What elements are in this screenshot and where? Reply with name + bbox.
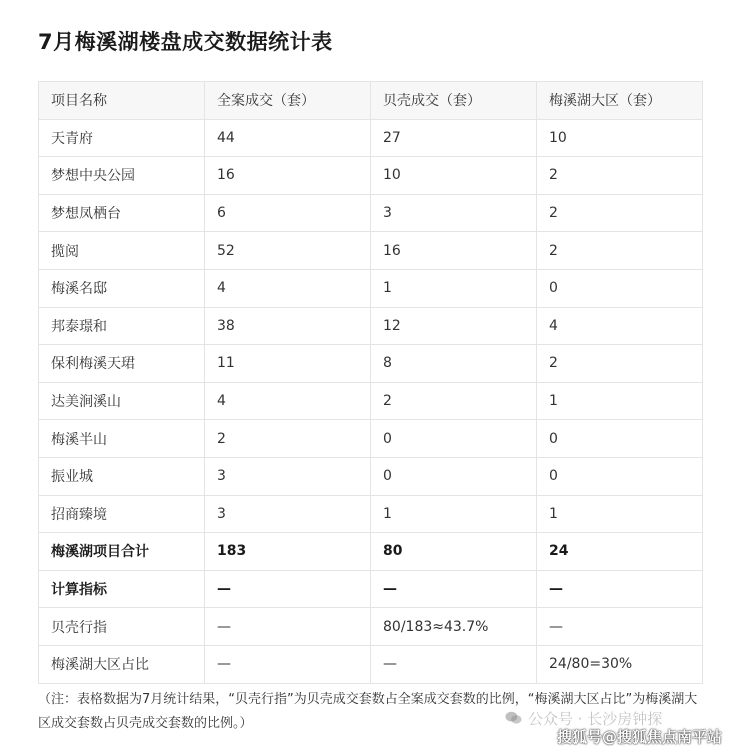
- table-cell: 天青府: [39, 119, 205, 157]
- page-title: 7月梅溪湖楼盘成交数据统计表: [38, 30, 333, 54]
- table-cell: 183: [205, 533, 371, 571]
- table-row: [39, 307, 703, 345]
- table-total-row: [39, 533, 703, 571]
- table-cell: 贝壳成交（套）: [371, 82, 537, 120]
- table-row: [39, 457, 703, 495]
- table-cell: 11: [205, 345, 371, 383]
- table-cell: 8: [371, 345, 537, 383]
- table-cell: 2: [537, 157, 703, 195]
- table-row: [39, 269, 703, 307]
- data-table: [38, 81, 703, 684]
- table-cell: 振业城: [39, 457, 205, 495]
- table-metric-row: [39, 645, 703, 683]
- table-cell: 2: [205, 420, 371, 458]
- table-cell: 1: [537, 495, 703, 533]
- sohu-watermark: 搜狐号@搜狐焦点南平站: [557, 728, 723, 746]
- table-row: [39, 420, 703, 458]
- table-cell: 38: [205, 307, 371, 345]
- table-cell: —: [205, 570, 371, 608]
- table-row: [39, 382, 703, 420]
- table-cell: 0: [537, 420, 703, 458]
- table-cell: 梦想凤栖台: [39, 194, 205, 232]
- table-cell: 80/183≈43.7%: [371, 608, 537, 646]
- table-cell: 1: [371, 495, 537, 533]
- table-cell: 16: [205, 157, 371, 195]
- table-cell: —: [537, 570, 703, 608]
- table-cell: —: [205, 645, 371, 683]
- table-row: [39, 232, 703, 270]
- table-cell: 贝壳行指: [39, 608, 205, 646]
- table-cell: 27: [371, 119, 537, 157]
- table-cell: 0: [537, 457, 703, 495]
- table-cell: 24/80=30%: [537, 645, 703, 683]
- table-cell: 80: [371, 533, 537, 571]
- table-cell: 梅溪名邸: [39, 269, 205, 307]
- table-cell: 梅溪湖大区占比: [39, 645, 205, 683]
- footnote: （注：表格数据为7月统计结果，“贝壳行指”为贝壳成交套数占全案成交套数的比例，“梅溪湖大区占比”为梅溪湖大区成交套数占贝壳成交套数的比例。）: [38, 692, 698, 731]
- table-cell: 0: [371, 420, 537, 458]
- table-cell: 2: [371, 382, 537, 420]
- table-cell: 2: [537, 345, 703, 383]
- table-cell: 0: [371, 457, 537, 495]
- table-cell: 1: [371, 269, 537, 307]
- table-metric-row: [39, 608, 703, 646]
- table-cell: 12: [371, 307, 537, 345]
- table-cell: 2: [537, 232, 703, 270]
- table-row: [39, 157, 703, 195]
- table-cell: 6: [205, 194, 371, 232]
- table-body: [39, 82, 703, 684]
- table-cell: 1: [537, 382, 703, 420]
- table-cell: 计算指标: [39, 570, 205, 608]
- table-cell: 揽阅: [39, 232, 205, 270]
- table-row: [39, 194, 703, 232]
- table-row: [39, 119, 703, 157]
- table-cell: 24: [537, 533, 703, 571]
- table-cell: 44: [205, 119, 371, 157]
- table-row: [39, 495, 703, 533]
- table-cell: 梦想中央公园: [39, 157, 205, 195]
- table-cell: 梅溪湖大区（套）: [537, 82, 703, 120]
- wechat-watermark-text: 公众号 · 长沙房钟探: [528, 710, 663, 728]
- table-cell: 梅溪湖项目合计: [39, 533, 205, 571]
- table-header-row: [39, 82, 703, 120]
- wechat-icon: [505, 711, 522, 725]
- table-cell: 梅溪半山: [39, 420, 205, 458]
- table-cell: 10: [537, 119, 703, 157]
- table-cell: 全案成交（套）: [205, 82, 371, 120]
- table-cell: —: [371, 645, 537, 683]
- table-cell: —: [205, 608, 371, 646]
- table-cell: 2: [537, 194, 703, 232]
- table-cell: 3: [371, 194, 537, 232]
- table-cell: —: [537, 608, 703, 646]
- table-row: [39, 345, 703, 383]
- table-cell: 52: [205, 232, 371, 270]
- table-cell: 4: [537, 307, 703, 345]
- table-cell: 3: [205, 457, 371, 495]
- table-cell: 4: [205, 382, 371, 420]
- table-cell: 项目名称: [39, 82, 205, 120]
- table-metrics-header-row: [39, 570, 703, 608]
- table-cell: 保利梅溪天珺: [39, 345, 205, 383]
- table-cell: 0: [537, 269, 703, 307]
- table-cell: 招商臻境: [39, 495, 205, 533]
- table-cell: 16: [371, 232, 537, 270]
- table-cell: 3: [205, 495, 371, 533]
- table-cell: 10: [371, 157, 537, 195]
- table-cell: 邦泰璟和: [39, 307, 205, 345]
- table-cell: 4: [205, 269, 371, 307]
- table-cell: —: [371, 570, 537, 608]
- table-cell: 达美涧溪山: [39, 382, 205, 420]
